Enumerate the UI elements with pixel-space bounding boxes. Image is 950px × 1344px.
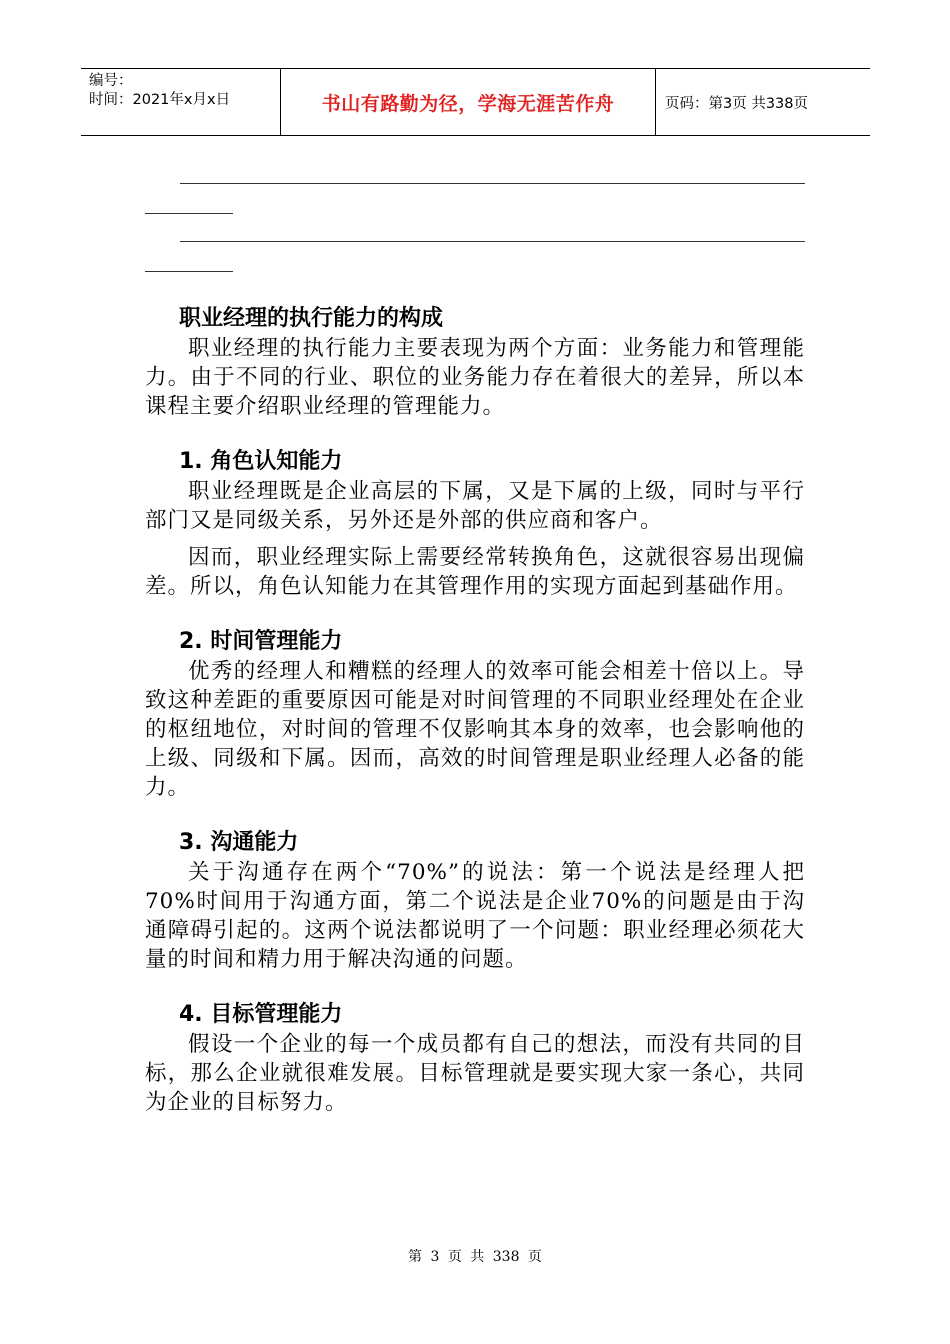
section-title: 2. 时间管理能力 (179, 629, 343, 654)
document-number-label: 编号： (89, 73, 133, 89)
header-divider (655, 69, 656, 135)
body-paragraph: 职业经理既是企业高层的下属，又是下属的上级，同时与平行部门又是同级关系，另外还是外部的供应商和客户。 (145, 479, 805, 533)
header-page-info: 页码：第3页 共338页 (665, 95, 809, 112)
document-date-label: 时间：2021年x月x日 (89, 92, 231, 108)
header-motto: 书山有路勤为径，学海无涯苦作舟 (321, 92, 615, 115)
page-footer: 第 3 页 共 338 页 (408, 1249, 542, 1265)
body-paragraph: 优秀的经理人和糟糕的经理人的效率可能会相差十倍以上。导致这种差距的重要原因可能是对时间管理的不同职业经理处在企业的枢纽地位，对时间的管理不仅影响其本身的效率，也会影响他的上级、同级和下属。因而，高效的时间管理是职业经理人必备的能力。 (145, 659, 805, 800)
header-meta (89, 72, 279, 110)
body-paragraph: 关于沟通存在两个“70%”的说法：第一个说法是经理人把70%时间用于沟通方面，第二个说法是企业70%的问题是由于沟通障碍引起的。这两个说法都说明了一个问题：职业经理必须花大量的时间和精力用于解决沟通的问题。 (145, 860, 805, 972)
body-paragraph: 职业经理的执行能力主要表现为两个方面：业务能力和管理能力。由于不同的行业、职位的业务能力存在着很大的差异，所以本课程主要介绍职业经理的管理能力。 (145, 336, 805, 419)
blank-underline (145, 271, 233, 272)
document-header (81, 68, 870, 136)
blank-underline (145, 213, 233, 214)
section-title: 职业经理的执行能力的构成 (179, 306, 444, 331)
body-paragraph: 假设一个企业的每一个成员都有自己的想法，而没有共同的目标，那么企业就很难发展。目标管理就是要实现大家一条心，共同为企业的目标努力。 (145, 1032, 805, 1115)
section-title: 3. 沟通能力 (179, 830, 299, 855)
section-title: 4. 目标管理能力 (179, 1002, 343, 1027)
blank-underline (180, 241, 805, 242)
body-paragraph: 因而，职业经理实际上需要经常转换角色，这就很容易出现偏差。所以，角色认知能力在其管理作用的实现方面起到基础作用。 (145, 545, 805, 599)
document-body (145, 304, 805, 1117)
section-title: 1. 角色认知能力 (179, 449, 343, 474)
blank-underline (180, 183, 805, 184)
